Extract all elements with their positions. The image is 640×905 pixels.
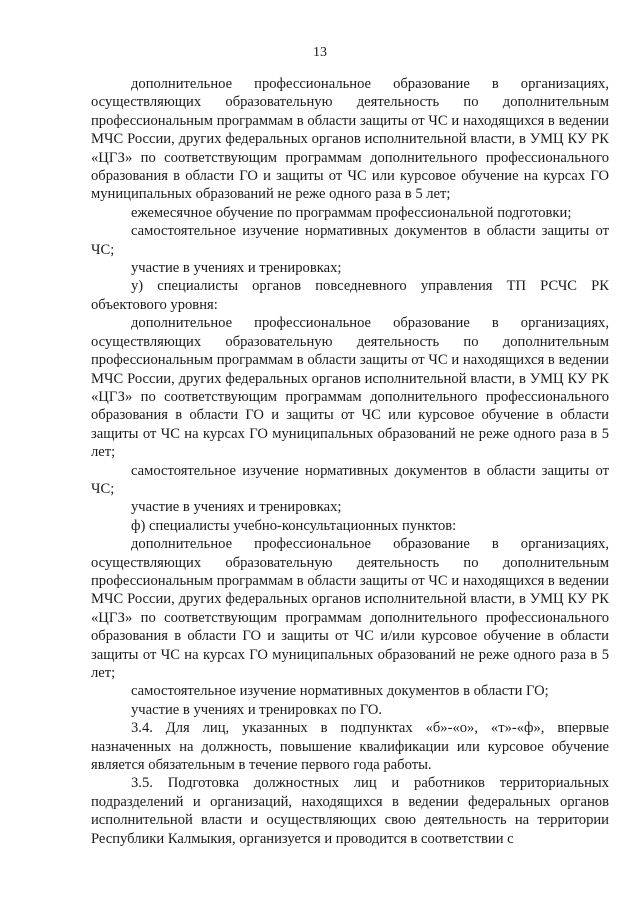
paragraph: самостоятельное изучение нормативных документов в области защиты от ЧС; [91, 462, 609, 497]
paragraph: участие в учениях и тренировках; [131, 499, 342, 516]
paragraph: 3.5. Подготовка должностных лиц и работников территориальных подразделений и организаций, находящихся в ведении федеральных органов исполнительной власти и осуществляющих свою деятельность на территории Республики Калмыкия, организуется и проводится в соответствии с [91, 775, 609, 847]
paragraph: дополнительное профессиональное образование в организациях, осуществляющих образовательную деятельность по дополнительным профессиональным программам в области защиты от ЧС и находящихся в ведении МЧС России, других федеральных органов исполнительной власти, в УМЦ КУ РК «ЦГЗ» по соответствующим программам дополнительного профессионального образования в области ГО и защиты от ЧС и/или курсовое обучение в области защиты от ЧС на курсах ГО муниципальных образований не реже одного раза в 5 лет; [91, 536, 609, 681]
paragraph: участие в учениях и тренировках по ГО. [131, 701, 383, 718]
paragraph: 3.4. Для лиц, указанных в подпунктах «б»-«о», «т»-«ф», впервые назначенных на должность, повышение квалификации или курсовое обучение является обязательным в течение первого года работы. [91, 720, 609, 774]
paragraph: дополнительное профессиональное образование в организациях, осуществляющих образовательную деятельность по дополнительным профессиональным программам в области защиты от ЧС и находящихся в ведении МЧС России, других федеральных органов исполнительной власти, в УМЦ КУ РК «ЦГЗ» по соответствующим программам дополнительного профессионального образования в области ГО и защиты от ЧС или курсовое обучение в области защиты от ЧС на курсах ГО муниципальных образований не реже одного раза в 5 лет; [91, 315, 609, 461]
paragraph: самостоятельное изучение нормативных документов в области ГО; [131, 683, 549, 700]
paragraph: ф) специалисты учебно-консультационных пунктов: [131, 517, 457, 534]
paragraph: ежемесячное обучение по программам профессиональной подготовки; [131, 204, 572, 221]
paragraph: самостоятельное изучение нормативных документов в области защиты от ЧС; [91, 223, 609, 258]
page-number: 13 [313, 45, 327, 60]
document-body [91, 75, 609, 848]
paragraph: участие в учениях и тренировках; [131, 260, 342, 277]
paragraph: у) специалисты органов повседневного управления ТП РСЧС РК объектового уровня: [91, 278, 609, 313]
paragraph: дополнительное профессиональное образование в организациях, осуществляющих образовательную деятельность по дополнительным профессиональным программам в области защиты от ЧС и находящихся в ведении МЧС России, других федеральных органов исполнительной власти, в УМЦ КУ РК «ЦГЗ» по соответствующим программам дополнительного профессионального образования в области ГО и защиты от ЧС или курсовое обучение на курсах ГО муниципальных образований не реже одного раза в 5 лет; [91, 76, 609, 203]
